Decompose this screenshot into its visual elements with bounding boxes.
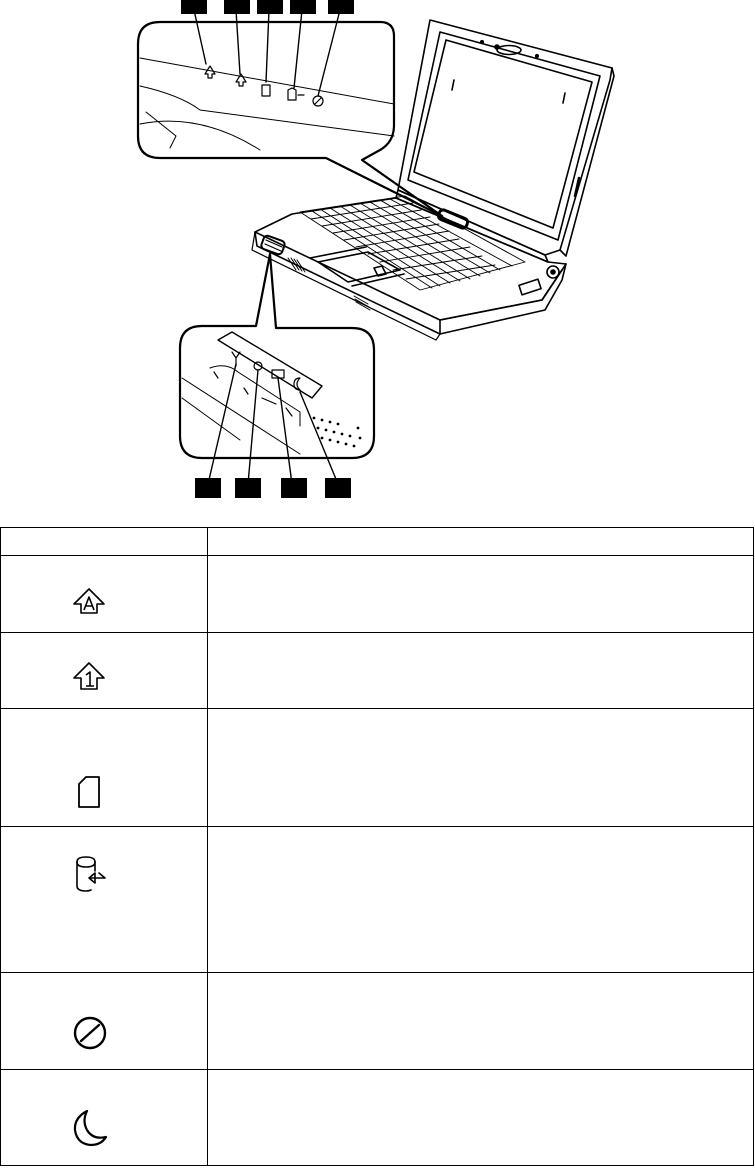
sleep-icon [71,1108,109,1153]
row-description [208,633,754,709]
num-lock-icon [71,661,107,696]
laptop-indicator-illustration [0,0,755,510]
top-zoom-callout [138,22,442,216]
header-indicator [1,528,208,556]
row-description [208,556,754,633]
bottom-callout-markers [195,478,351,498]
table-row [1,633,754,709]
bottom-callout-leaders [208,364,338,484]
table-row [1,827,754,973]
callout-marker-2 [224,0,250,14]
callout-marker-4 [290,0,316,14]
callout-marker-8 [281,478,307,498]
laptop-drawing [252,20,614,340]
indicator-table [0,527,754,1166]
table-header-row [1,528,754,556]
callout-marker-1 [181,0,207,14]
callout-marker-6 [195,478,221,498]
table-row [1,709,754,827]
power-icon [71,1014,109,1057]
drive-access-icon [71,855,111,898]
caps-lock-icon [71,587,107,620]
table-row [1,556,754,633]
callout-marker-7 [235,478,261,498]
header-description [208,528,754,556]
row-description [208,827,754,973]
row-description [208,973,754,1070]
table-row [1,1070,754,1166]
top-callout-markers [181,0,354,14]
row-description [208,1070,754,1166]
callout-marker-5 [328,0,354,14]
callout-marker-9 [325,478,351,498]
media-card-icon [71,775,107,814]
callout-marker-3 [257,0,283,14]
bottom-zoom-callout [180,254,374,458]
row-description [208,709,754,827]
table-row [1,973,754,1070]
